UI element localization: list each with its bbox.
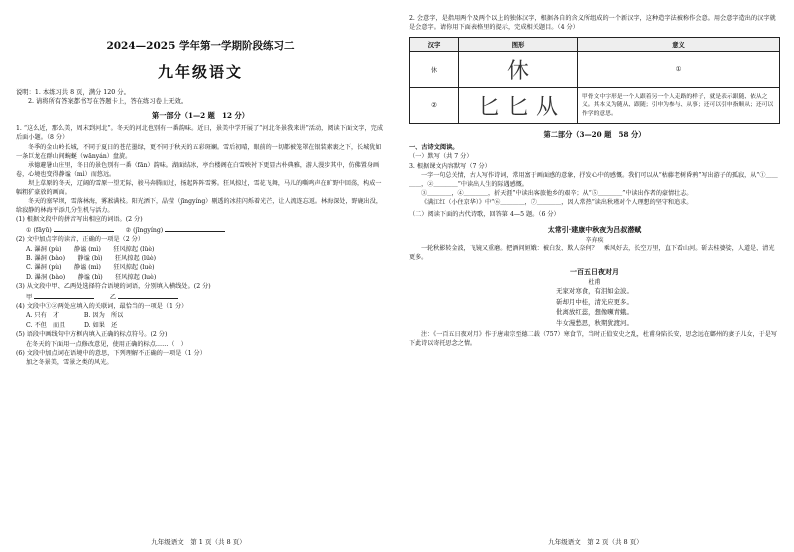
poem-note: 注：《一百五日夜对月》作于唐肃宗至德二载（757）寒食节，当时正值安史之乱，杜甫身陷长安，思念远在鄜州的妻子儿女，于是写下此诗以寄托思念之情。 xyxy=(409,331,777,348)
instructions xyxy=(16,88,385,107)
section-heading: 第一部分（1—2 题 12 分） xyxy=(152,110,249,120)
poem-line: 无家对寒食，有泪如金波。 xyxy=(556,287,633,295)
poem-body: 一轮秋影转金波，飞镜又重磨。把酒问姮娥：被白发、欺人奈何？ 乘风好去，长空万里，直下看山河。斫去桂婆娑，人道是、清光更多。 xyxy=(409,244,775,261)
option[interactable]: C. 瀑洞 (pù) 静谧 (mì) 狂风掠起 (luè) xyxy=(26,264,155,272)
question-1-2: (2) 文中加点字的读音，正确的一项是（2 分） xyxy=(16,236,145,244)
passage-paragraph: 冬季的金山岭长城，不同于夏日的苍茫墨绿，更不同于秋天的五彩斑斓。雪后初晴，眼前的一切都被笼罩在银装素裹之下，长城犹如一条巨龙在群山间蜿蜒（wānyán）盘旋。 xyxy=(16,143,382,160)
question-1-intro: 1. “这么近，那么美，周末到河北”。冬天的河北也别有一番韵味。近日，景美中学开展了“河北冬景我来讲”活动，阅读下面文字，完成后面小题。（8 分） xyxy=(16,124,384,142)
blank-label: ① (fāyū) xyxy=(26,226,52,234)
exam-title: 2024—2025 学年第一学期阶段练习二 xyxy=(106,40,295,52)
glyph-image: 匕 匕 从 xyxy=(459,87,578,123)
table-cell[interactable]: ① xyxy=(578,51,780,87)
option[interactable]: D. 瀑洞 (bào) 静谧 (bì) 狂风掠起 (luè) xyxy=(26,273,157,281)
table-header: 图形 xyxy=(459,37,578,51)
dictation-line: 《满江红（小住京华）》中“⑥＿＿＿＿，⑦＿＿＿＿，因人常热”读出秋瑾对个人理想的坚守和追求。 xyxy=(421,199,693,207)
option[interactable]: B. 瀑洞 (bào) 静谧 (bì) 狂风掠起 (lüè) xyxy=(26,255,157,262)
question-1-4: (4) 文段中①②两处应填入的关联词，最恰当的一项是（1 分） xyxy=(16,303,188,311)
poem-title: 一百五日夜对月 xyxy=(570,267,619,276)
question-text: 加之冬景美，雪景之类的风光。 xyxy=(26,359,113,367)
dictation-line: ③＿＿＿＿，④＿＿＿＿，折天涯”中读出客旅他乡的艰辛；从“⑤＿＿＿＿”中读出作者的豪情壮志。 xyxy=(421,190,693,198)
blank-label: 甲 xyxy=(26,293,33,301)
blank-label: ② (jīngyíng) xyxy=(125,226,164,234)
question-1-6: (6) 文段中加点词在语境中的意思，下列理解不正确的一项是（1 分） xyxy=(16,350,206,358)
question-3: 3. 根据课文内容默写（7 分） xyxy=(409,162,491,170)
answer-blank[interactable] xyxy=(118,292,178,299)
answer-blank[interactable] xyxy=(165,225,225,232)
answer-blanks xyxy=(16,292,385,302)
character-table xyxy=(409,37,780,124)
table-header: 意义 xyxy=(578,37,780,51)
page-footer: 九年级语文 第 2 页（共 8 页） xyxy=(548,538,643,546)
part-heading: 一、古诗文阅读。 xyxy=(409,143,459,151)
poem-line: 斫却月中桂，清光应更多。 xyxy=(556,297,633,306)
table-cell[interactable]: ② xyxy=(410,87,459,123)
table-cell: 甲骨文中字形是一个人跟着另一个人走路的样子，就是表示跟随、依从之义。其本义为随从、跟随；引申为参与、从事；还可以引申指顺从；还可以作学的意思。 xyxy=(578,87,780,123)
question-1-5: (5) 语段中画线句中方框内填入正确的标点符号。(2 分) xyxy=(16,331,168,339)
glyph-image: 休 xyxy=(459,51,578,87)
table-row xyxy=(410,87,780,123)
answer-blank[interactable] xyxy=(54,225,114,232)
option[interactable]: A. 瀑洞 (pù) 静谧 (mì) 狂风掠起 (lüè) xyxy=(26,245,155,253)
question-1-1: (1) 根据文段中的拼音写出相应的词语。(2 分) xyxy=(16,216,143,224)
page-2 xyxy=(397,0,794,552)
section-heading: 第二部分（3—20 题 58 分） xyxy=(543,129,646,139)
table-header: 汉字 xyxy=(410,37,459,51)
instruction-line: 说明：1. 本练习共 8 页，满分 120 分。 xyxy=(16,89,130,96)
question-2-intro: 2. 会意字，是指用两个及两个以上的独体汉字，根据各自的含义所组成的一个新汉字，这种造字法被称作会意。用会意字造出的汉字就是会意字。请你用下面表格里的提示，完成相关题目。（4 分） xyxy=(409,15,776,32)
passage-paragraph: 承德避暑山庄里，冬日的景色别有一番（fān）韵味。湖面结冰，亭台楼阁在白雪映衬下更显古朴典雅，游人漫步其中，仿佛置身画卷，心境也变得静谧（mì）而悠远。 xyxy=(16,161,380,178)
passage-paragraph: 坝上草原的冬天，辽阔的雪原一望无际，骏马奔腾而过，扬起阵阵雪雾。狂风掠过，雪花飞舞，马儿的嘶鸣声在旷野中回荡，构成一幅粗犷豪放的画面。 xyxy=(16,180,382,197)
dictation-line: 一字一句总关情，古人写作诗词，常用富于画面感的意象，抒发心中的感慨。我们可以从“枯藤老树昏鸦”写出游子的孤寂，从“①＿＿＿＿，②＿＿＿＿”中读出人生的际遇感慨。 xyxy=(409,172,778,189)
poem-author: 辛弃疾 xyxy=(585,236,604,244)
sub-heading: （一）默写（共 7 分） xyxy=(409,153,473,161)
poem-line: 牛女漫愁思，秋期犹渡河。 xyxy=(556,318,633,327)
passage-paragraph: 冬天的塞罕坝，雪落林海，雾凇满枝。阳光洒下，晶莹（jīngyíng）剔透的冰挂闪烁着光芒，让人流连忘返。林海深处，野鹿出没，给寂静的林海平添几分生机与活力。 xyxy=(16,198,382,215)
poem-author: 杜甫 xyxy=(588,279,601,286)
poem-line: 仳离放红蕊，想像嚬青蛾。 xyxy=(556,308,633,316)
option[interactable]: C. 不但 而且 D. 如果 还 xyxy=(26,321,118,329)
answer-blank[interactable] xyxy=(34,292,94,299)
subject-title: 九年级语文 xyxy=(157,63,243,81)
question-text: 在冬天的下面用一点修改意见，使用正确的标点……（ ） xyxy=(26,340,187,348)
table-cell: 休 xyxy=(410,51,459,87)
poem-title: 太常引·建康中秋夜为吕叔潜赋 xyxy=(547,224,642,234)
question-1-3: (3) 从文段中甲、乙两处选择符合语境的词语，分别填入横线处。(2 分) xyxy=(16,283,211,291)
option[interactable]: A. 只有 才 B. 因为 所以 xyxy=(26,312,124,320)
instruction-line: 2. 请将所有答案都书写在答题卡上，答在练习卷上无效。 xyxy=(28,98,188,106)
page-footer: 九年级语文 第 1 页（共 8 页） xyxy=(151,538,246,546)
sub-heading: （二）阅读下面的古代诗歌，回答第 4—5 题。（6 分） xyxy=(409,211,560,219)
table-row xyxy=(410,51,780,87)
answer-blanks xyxy=(16,225,385,235)
blank-label: 乙 xyxy=(109,293,117,301)
